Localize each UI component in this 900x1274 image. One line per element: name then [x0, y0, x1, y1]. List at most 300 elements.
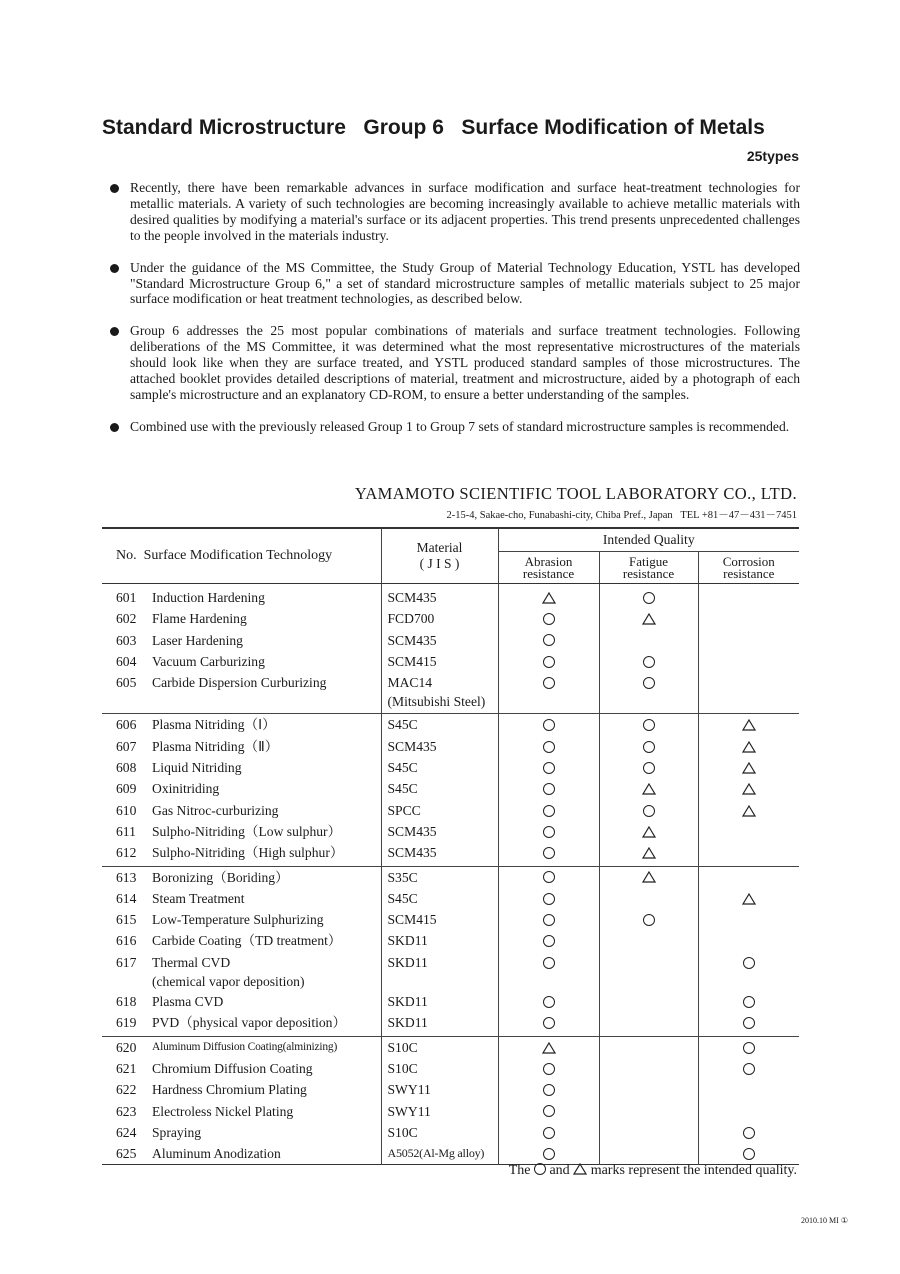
cell-material — [381, 930, 498, 951]
table-row — [102, 1012, 799, 1036]
cell-material — [381, 736, 498, 757]
triangle-mark-icon — [542, 592, 556, 604]
cell-corrosion — [698, 778, 799, 799]
cell-fatigue — [599, 1122, 698, 1143]
circle-mark-icon — [543, 656, 555, 668]
cell-technology — [150, 930, 381, 951]
bullet-dot-icon — [110, 423, 119, 432]
cell-technology — [150, 778, 381, 799]
header-intended-quality: Intended Quality — [498, 528, 799, 552]
material-name: SKD11 — [387, 954, 428, 970]
cell-material — [381, 672, 498, 714]
technology-name: Chromium Diffusion Coating — [152, 1060, 313, 1076]
header-material — [381, 528, 498, 584]
cell-technology — [150, 630, 381, 651]
circle-mark-icon — [543, 1105, 555, 1117]
circle-mark-icon — [643, 677, 655, 689]
table-row — [102, 1143, 799, 1165]
circle-mark-icon — [543, 935, 555, 947]
cell-corrosion — [698, 608, 799, 629]
cell-abrasion — [498, 630, 599, 651]
circle-mark-icon — [543, 677, 555, 689]
cell-abrasion — [498, 1036, 599, 1058]
table-row — [102, 842, 799, 866]
technology-name: Plasma Nitriding（Ⅱ） — [152, 738, 279, 754]
cell-technology — [150, 584, 381, 609]
material-name: SKD11 — [387, 1015, 428, 1031]
cell-abrasion — [498, 757, 599, 778]
cell-no — [102, 1058, 150, 1079]
cell-fatigue — [599, 630, 698, 651]
cell-technology — [150, 991, 381, 1012]
table-row — [102, 991, 799, 1012]
material-name: S35C — [387, 869, 418, 885]
cell-no — [102, 714, 150, 736]
bullet-item — [108, 180, 800, 244]
circle-mark-icon — [543, 1084, 555, 1096]
technology-name: Low-Temperature Sulphurizing — [152, 912, 324, 928]
cell-corrosion — [698, 757, 799, 778]
cell-technology — [150, 757, 381, 778]
row-number: 619 — [116, 1015, 137, 1031]
header-corrosion-line2: resistance — [723, 565, 775, 581]
note-suffix: marks represent the intended quality. — [587, 1163, 797, 1178]
header-abrasion-line2: resistance — [522, 565, 575, 581]
cell-no — [102, 1012, 150, 1036]
table-row — [102, 778, 799, 799]
cell-material — [381, 651, 498, 672]
cell-corrosion — [698, 991, 799, 1012]
cell-abrasion — [498, 909, 599, 930]
material-name: SCM435 — [387, 845, 437, 861]
cell-technology — [150, 651, 381, 672]
header-technology: Surface Modification Technology — [143, 548, 333, 563]
technology-name: Aluminum Anodization — [152, 1146, 281, 1162]
circle-mark-icon — [543, 957, 555, 969]
cell-abrasion — [498, 651, 599, 672]
table-row — [102, 800, 799, 821]
cell-abrasion — [498, 842, 599, 866]
cell-abrasion — [498, 888, 599, 909]
material-name: S45C — [387, 781, 418, 797]
circle-mark-icon — [543, 1148, 555, 1160]
material-name: SWY11 — [387, 1103, 431, 1119]
technology-note: (chemical vapor deposition) — [152, 974, 305, 990]
cell-no — [102, 757, 150, 778]
cell-no — [102, 991, 150, 1012]
cell-fatigue — [599, 821, 698, 842]
cell-fatigue — [599, 888, 698, 909]
cell-material — [381, 714, 498, 736]
cell-technology — [150, 952, 381, 991]
page-subtitle: 25types — [746, 148, 799, 164]
cell-no — [102, 930, 150, 951]
circle-mark-icon — [743, 957, 755, 969]
circle-mark-icon — [743, 996, 755, 1008]
cell-corrosion — [698, 930, 799, 951]
technology-name: Sulpho-Nitriding（Low sulphur） — [152, 823, 342, 839]
technology-name: PVD（physical vapor deposition） — [152, 1015, 347, 1031]
cell-no — [102, 821, 150, 842]
header-fatigue — [599, 552, 698, 584]
row-number: 607 — [116, 738, 137, 754]
circle-mark-icon — [643, 719, 655, 731]
cell-abrasion — [498, 672, 599, 714]
row-number: 614 — [116, 890, 137, 906]
row-number: 612 — [116, 845, 137, 861]
circle-mark-icon — [643, 592, 655, 604]
cell-corrosion — [698, 630, 799, 651]
row-number: 604 — [116, 653, 137, 669]
row-number: 616 — [116, 933, 137, 949]
cell-technology — [150, 1122, 381, 1143]
cell-material — [381, 1036, 498, 1058]
circle-mark-icon — [743, 1017, 755, 1029]
cell-technology — [150, 821, 381, 842]
cell-no — [102, 584, 150, 609]
cell-abrasion — [498, 778, 599, 799]
row-number: 620 — [116, 1039, 137, 1055]
technology-name: Carbide Dispersion Curburizing — [152, 675, 327, 691]
cell-corrosion — [698, 888, 799, 909]
cell-corrosion — [698, 1122, 799, 1143]
cell-fatigue — [599, 1101, 698, 1122]
table-body — [102, 584, 799, 1165]
cell-material — [381, 1079, 498, 1100]
cell-fatigue — [599, 651, 698, 672]
cell-material — [381, 991, 498, 1012]
cell-abrasion — [498, 800, 599, 821]
table-row — [102, 909, 799, 930]
row-number: 605 — [116, 675, 137, 691]
circle-mark-icon — [743, 1063, 755, 1075]
cell-material — [381, 1058, 498, 1079]
technology-name: Plasma CVD — [152, 994, 224, 1010]
cell-fatigue — [599, 1058, 698, 1079]
cell-fatigue — [599, 714, 698, 736]
circle-mark-icon — [543, 996, 555, 1008]
technology-table — [102, 527, 799, 1165]
table-row — [102, 630, 799, 651]
circle-mark-icon — [543, 613, 555, 625]
row-number: 621 — [116, 1060, 137, 1076]
company-address: 2-15-4, Sakae-cho, Funabashi-city, Chiba Pref., Japan TEL +81－47－431－7451 — [446, 510, 797, 521]
cell-no — [102, 888, 150, 909]
circle-mark-icon — [543, 826, 555, 838]
bullet-text: Under the guidance of the MS Committee, the Study Group of Material Technology Education, YSTL has developed "Standard Microstructure Group 6," a set of standard microstructure samples of metallic materials subject to 25 major surface modification or heat treatment technologies, as described below. — [130, 259, 800, 307]
table-row — [102, 672, 799, 714]
cell-fatigue — [599, 584, 698, 609]
technology-name: Plasma Nitriding（Ⅰ） — [152, 717, 276, 733]
triangle-mark-icon — [642, 847, 656, 859]
triangle-mark-icon — [742, 719, 756, 731]
technology-name: Thermal CVD — [152, 954, 231, 970]
cell-fatigue — [599, 1036, 698, 1058]
cell-no — [102, 1036, 150, 1058]
cell-corrosion — [698, 866, 799, 888]
row-number: 615 — [116, 912, 137, 928]
cell-fatigue — [599, 1143, 698, 1165]
material-name: SWY11 — [387, 1082, 431, 1098]
cell-no — [102, 608, 150, 629]
cell-abrasion — [498, 608, 599, 629]
bullet-text: Combined use with the previously released Group 1 to Group 7 sets of standard microstructure samples is recommended. — [130, 418, 790, 434]
cell-abrasion — [498, 1079, 599, 1100]
technology-name: Oxinitriding — [152, 781, 220, 797]
triangle-mark-icon — [742, 783, 756, 795]
cell-technology — [150, 736, 381, 757]
cell-corrosion — [698, 651, 799, 672]
circle-mark-icon — [643, 762, 655, 774]
cell-fatigue — [599, 736, 698, 757]
technology-name: Sulpho-Nitriding（High sulphur） — [152, 845, 344, 861]
cell-technology — [150, 1101, 381, 1122]
bullet-item — [108, 260, 800, 308]
table-row — [102, 1101, 799, 1122]
cell-abrasion — [498, 584, 599, 609]
cell-fatigue — [599, 991, 698, 1012]
row-number: 603 — [116, 632, 137, 648]
header-corrosion-line1: Corrosion — [722, 554, 775, 569]
row-number: 622 — [116, 1082, 137, 1098]
circle-mark-icon — [643, 805, 655, 817]
technology-name: Electroless Nickel Plating — [152, 1103, 294, 1119]
triangle-mark-icon — [742, 805, 756, 817]
table-row — [102, 952, 799, 991]
circle-mark-icon — [543, 783, 555, 795]
circle-mark-icon — [543, 1017, 555, 1029]
circle-mark-icon — [543, 741, 555, 753]
technology-name: Laser Hardening — [152, 632, 243, 648]
cell-abrasion — [498, 736, 599, 757]
cell-material — [381, 842, 498, 866]
technology-name: Spraying — [152, 1124, 202, 1140]
table-row — [102, 1079, 799, 1100]
cell-technology — [150, 800, 381, 821]
header-no: No. — [116, 548, 137, 563]
material-name: S45C — [387, 760, 418, 776]
cell-fatigue — [599, 909, 698, 930]
table-row — [102, 736, 799, 757]
header-corrosion — [698, 552, 799, 584]
table-row — [102, 584, 799, 609]
cell-technology — [150, 1058, 381, 1079]
cell-no — [102, 1122, 150, 1143]
row-number: 623 — [116, 1103, 137, 1119]
table-row — [102, 866, 799, 888]
circle-mark-icon — [543, 914, 555, 926]
cell-corrosion — [698, 1143, 799, 1165]
legend-note — [509, 1163, 797, 1179]
row-number: 610 — [116, 802, 137, 818]
bullet-item — [108, 323, 800, 403]
circle-mark-icon — [643, 741, 655, 753]
technology-name: Hardness Chromium Plating — [152, 1082, 307, 1098]
material-name: FCD700 — [387, 611, 435, 627]
material-name: SCM435 — [387, 590, 437, 605]
cell-corrosion — [698, 1036, 799, 1058]
cell-no — [102, 909, 150, 930]
material-name: S45C — [387, 890, 418, 906]
material-name: SPCC — [387, 802, 421, 818]
row-number: 617 — [116, 954, 137, 970]
cell-corrosion — [698, 952, 799, 991]
bullet-dot-icon — [110, 184, 119, 193]
page-title: Standard Microstructure Group 6 Surface Modification of Metals — [102, 116, 765, 139]
cell-abrasion — [498, 952, 599, 991]
cell-material — [381, 1143, 498, 1165]
material-name: SCM435 — [387, 632, 437, 648]
table-row — [102, 930, 799, 951]
material-name: A5052(Al-Mg alloy) — [387, 1146, 485, 1161]
table-row — [102, 1122, 799, 1143]
cell-abrasion — [498, 1058, 599, 1079]
technology-name: Boronizing（Boriding） — [152, 869, 289, 885]
circle-mark-icon — [643, 656, 655, 668]
cell-abrasion — [498, 1101, 599, 1122]
row-number: 618 — [116, 994, 137, 1010]
cell-fatigue — [599, 930, 698, 951]
cell-corrosion — [698, 1101, 799, 1122]
cell-technology — [150, 866, 381, 888]
cell-technology — [150, 672, 381, 714]
cell-no — [102, 842, 150, 866]
circle-mark-icon — [543, 1127, 555, 1139]
cell-material — [381, 778, 498, 799]
technology-name: Gas Nitroc-curburizing — [152, 802, 279, 818]
cell-corrosion — [698, 1058, 799, 1079]
table-row — [102, 1036, 799, 1058]
cell-abrasion — [498, 1143, 599, 1165]
header-abrasion-line1: Abrasion — [524, 554, 573, 569]
cell-material — [381, 1012, 498, 1036]
cell-no — [102, 1101, 150, 1122]
technology-name: Flame Hardening — [152, 611, 247, 627]
cell-technology — [150, 714, 381, 736]
cell-technology — [150, 1012, 381, 1036]
cell-corrosion — [698, 821, 799, 842]
circle-mark-icon — [543, 719, 555, 731]
triangle-mark-icon — [542, 1042, 556, 1054]
cell-technology — [150, 888, 381, 909]
cell-abrasion — [498, 1012, 599, 1036]
table-row — [102, 714, 799, 736]
technology-name: Vacuum Carburizing — [152, 653, 265, 669]
material-name: S10C — [387, 1039, 418, 1055]
material-name: MAC14 — [387, 675, 433, 691]
cell-corrosion — [698, 1012, 799, 1036]
triangle-mark-icon — [573, 1163, 587, 1175]
cell-corrosion — [698, 909, 799, 930]
cell-fatigue — [599, 952, 698, 991]
table-row — [102, 757, 799, 778]
circle-mark-icon — [534, 1163, 546, 1175]
table-row — [102, 888, 799, 909]
table-row — [102, 651, 799, 672]
triangle-mark-icon — [742, 741, 756, 753]
circle-mark-icon — [643, 914, 655, 926]
cell-fatigue — [599, 1079, 698, 1100]
header-material-sub: ( J I S ) — [419, 556, 460, 571]
circle-mark-icon — [543, 893, 555, 905]
bullet-text: Recently, there have been remarkable advances in surface modification and surface heat-treatment technologies for metallic materials. A variety of such technologies are becoming increasingly available to achieve metallic materials with desired qualities by modifying a material's surface or its adjacent properties. This trend presents unprecedented challenges to the people involved in the materials industry. — [130, 180, 800, 243]
cell-no — [102, 1079, 150, 1100]
cell-abrasion — [498, 1122, 599, 1143]
cell-technology — [150, 1079, 381, 1100]
technology-name: Carbide Coating（TD treatment） — [152, 933, 342, 949]
cell-corrosion — [698, 842, 799, 866]
intro-bullets — [108, 180, 800, 451]
material-name: SKD11 — [387, 933, 428, 949]
material-name: SCM435 — [387, 738, 437, 754]
cell-material — [381, 821, 498, 842]
footer-code: 2010.10 MI ① — [801, 1216, 848, 1225]
bullet-dot-icon — [110, 264, 119, 273]
circle-mark-icon — [543, 805, 555, 817]
header-no-technology — [102, 528, 381, 584]
note-middle: and — [545, 1163, 574, 1178]
circle-mark-icon — [743, 1127, 755, 1139]
cell-fatigue — [599, 866, 698, 888]
cell-technology — [150, 842, 381, 866]
header-material-label: Material — [416, 540, 463, 555]
cell-material — [381, 866, 498, 888]
cell-material — [381, 757, 498, 778]
cell-technology — [150, 1036, 381, 1058]
cell-material — [381, 1122, 498, 1143]
row-number: 608 — [116, 760, 137, 776]
row-number: 613 — [116, 869, 137, 885]
row-number: 611 — [116, 823, 136, 839]
row-number: 601 — [116, 590, 137, 605]
cell-fatigue — [599, 800, 698, 821]
triangle-mark-icon — [642, 871, 656, 883]
cell-corrosion — [698, 672, 799, 714]
technology-name: Steam Treatment — [152, 890, 245, 906]
triangle-mark-icon — [642, 613, 656, 625]
row-number: 625 — [116, 1146, 137, 1162]
cell-fatigue — [599, 672, 698, 714]
cell-no — [102, 736, 150, 757]
cell-material — [381, 909, 498, 930]
cell-technology — [150, 1143, 381, 1165]
material-name: SCM415 — [387, 653, 437, 669]
material-name: S10C — [387, 1124, 418, 1140]
circle-mark-icon — [543, 634, 555, 646]
circle-mark-icon — [543, 871, 555, 883]
cell-fatigue — [599, 1012, 698, 1036]
bullet-item — [108, 419, 800, 435]
cell-fatigue — [599, 608, 698, 629]
cell-abrasion — [498, 991, 599, 1012]
circle-mark-icon — [743, 1042, 755, 1054]
cell-technology — [150, 909, 381, 930]
cell-corrosion — [698, 800, 799, 821]
cell-no — [102, 866, 150, 888]
cell-material — [381, 1101, 498, 1122]
cell-corrosion — [698, 584, 799, 609]
table-row — [102, 608, 799, 629]
cell-fatigue — [599, 842, 698, 866]
cell-abrasion — [498, 821, 599, 842]
cell-no — [102, 952, 150, 991]
material-name: SCM415 — [387, 912, 437, 928]
cell-material — [381, 952, 498, 991]
bullet-dot-icon — [110, 327, 119, 336]
header-abrasion — [498, 552, 599, 584]
technology-name: Liquid Nitriding — [152, 760, 242, 776]
cell-no — [102, 672, 150, 714]
